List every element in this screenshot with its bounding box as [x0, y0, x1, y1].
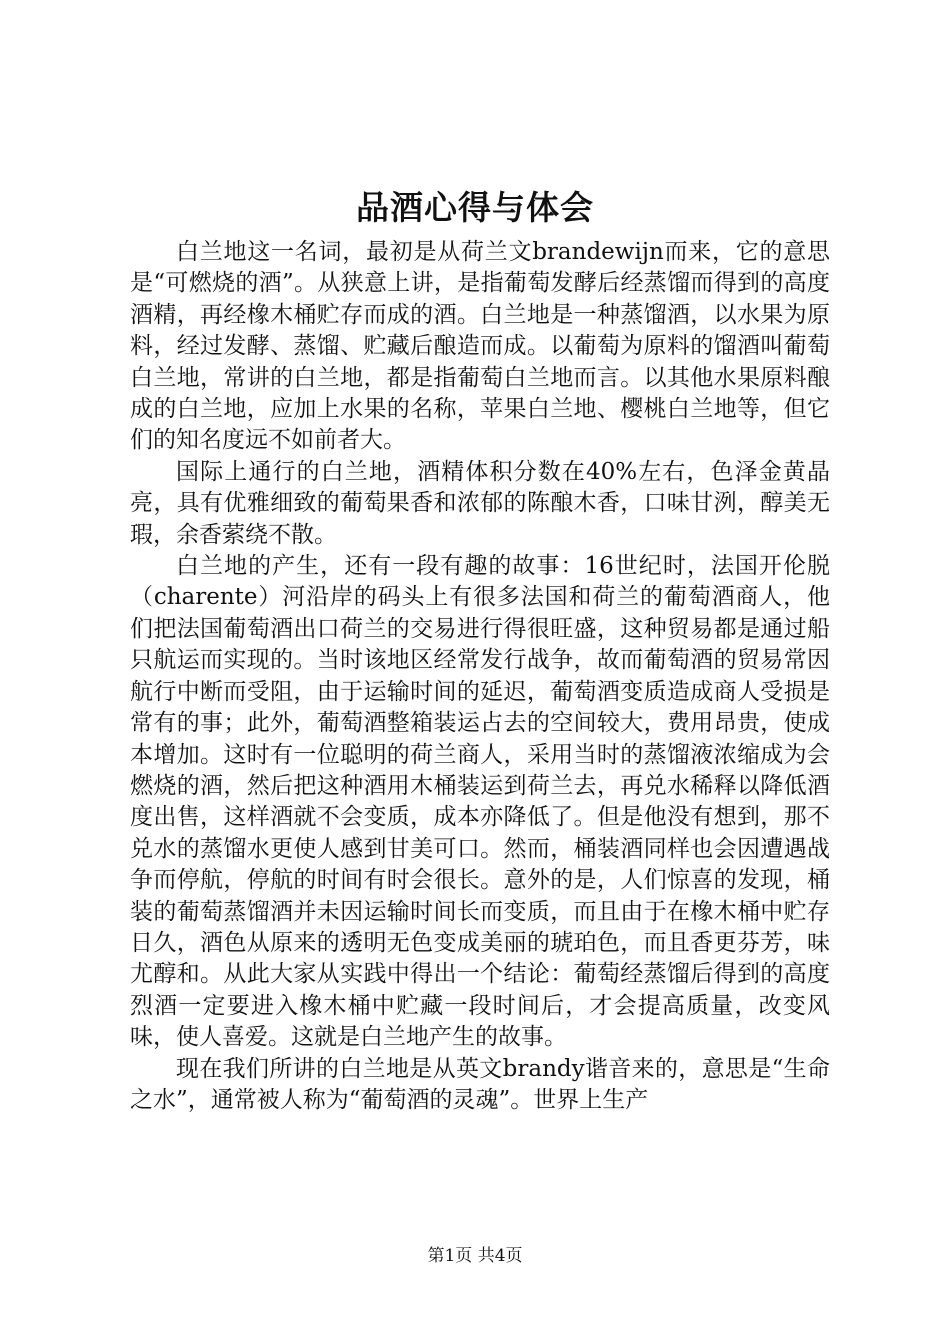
paragraph-brandy-name: 现在我们所讲的白兰地是从英文brandy谐音来的，意思是“生命之水”，通常被人称为“葡萄酒的灵魂”。世界上生产 [130, 1055, 830, 1113]
paragraph-brandy-origin: 白兰地这一名词，最初是从荷兰文brandewijn而来，它的意思是“可燃烧的酒”。从狭意上讲，是指葡萄发酵后经蒸馏而得到的高度酒精，再经橡木桶贮存而成的酒。白兰地是一种蒸馏酒，以水果为原料，经过发酵、蒸馏、贮藏后酿造而成。以葡萄为原料的馏酒叫葡萄白兰地，常讲的白兰地，都是指葡萄白兰地而言。以其他水果原料酿成的白兰地，应加上水果的名称，苹果白兰地、樱桃白兰地等，但它们的知名度远不如前者大。 [130, 239, 830, 454]
page-footer: 第1页 共4页 [427, 1246, 523, 1266]
paragraph-brandy-story: 白兰地的产生，还有一段有趣的故事：16世纪时，法国开伦脱（charente）河沿岸的码头上有很多法国和荷兰的葡萄酒商人，他们把法国葡萄酒出口荷兰的交易进行得很旺盛，这种贸易都是通过船只航运而实现的。当时该地区经常发行战争，故而葡萄酒的贸易常因航行中断而受阻，由于运输时间的延迟，葡萄酒变质造成商人受损是常有的事；此外，葡萄酒整箱装运占去的空间较大，费用昂贵，使成本增加。这时有一位聪明的荷兰商人，采用当时的蒸馏液浓缩成为会燃烧的酒，然后把这种酒用木桶装运到荷兰去，再兑水稀释以降低酒度出售，这样酒就不会变质，成本亦降低了。但是他没有想到，那不兑水的蒸馏水更使人感到甘美可口。然而，桶装酒同样也会因遭遇战争而停航，停航的时间有时会很长。意外的是，人们惊喜的发现，桶装的葡萄蒸馏酒并未因运输时间长而变质，而且由于在橡木桶中贮存日久，酒色从原来的透明无色变成美丽的琥珀色，而且香更芬芳，味尤醇和。从此大家从实践中得出一个结论：葡萄经蒸馏后得到的高度烈酒一定要进入橡木桶中贮藏一段时间后，才会提高质量，改变风味，使人喜爱。这就是白兰地产生的故事。 [130, 553, 830, 1051]
paragraph-brandy-characteristics: 国际上通行的白兰地，酒精体积分数在40%左右，色泽金黄晶亮，具有优雅细致的葡萄果香和浓郁的陈酿木香，口味甘洌，醇美无瑕，余香萦绕不散。 [130, 458, 830, 548]
page-title: 品酒心得与体会 [356, 188, 594, 227]
document-body [130, 237, 830, 1116]
